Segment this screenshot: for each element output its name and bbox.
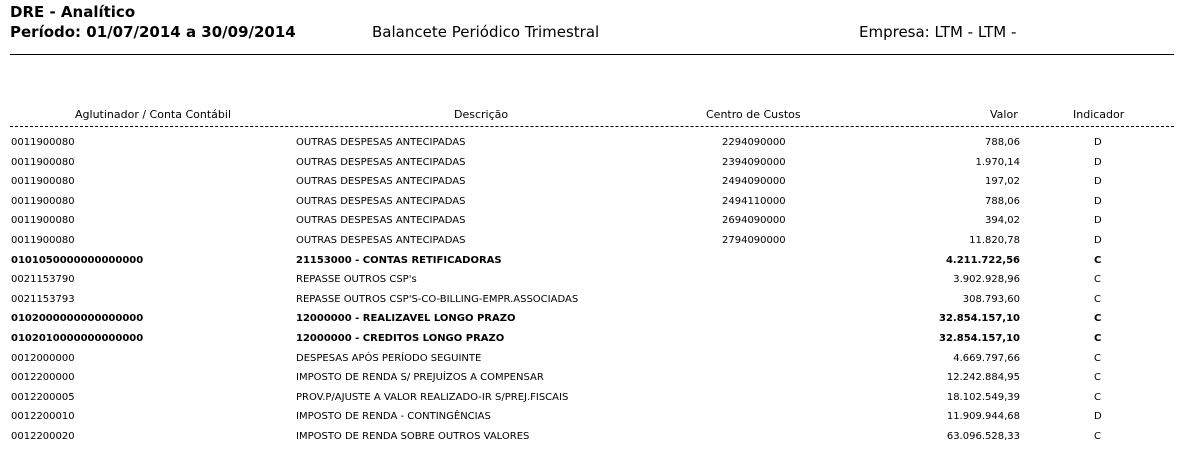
description-cell: OUTRAS DESPESAS ANTECIPADAS <box>296 156 466 168</box>
cost-center-cell: 2794090000 <box>722 235 786 246</box>
cost-center-cell: 2694090000 <box>722 215 786 227</box>
description-cell: IMPOSTO DE RENDA S/ PREJUÍZOS A COMPENSAR <box>296 372 544 384</box>
table-row <box>0 410 1182 430</box>
company-name: Empresa: LTM - LTM - <box>859 23 1017 41</box>
cost-center-cell: 2494090000 <box>722 176 786 188</box>
header-divider <box>10 54 1174 55</box>
indicator-cell: C <box>1094 274 1101 286</box>
table-row <box>0 312 1182 332</box>
description-cell: OUTRAS DESPESAS ANTECIPADAS <box>296 235 466 246</box>
table-row <box>0 371 1182 391</box>
indicator-cell: C <box>1094 352 1101 364</box>
value-cell: 12.242.884,95 <box>946 372 1020 384</box>
description-cell: IMPOSTO DE RENDA SOBRE OUTROS VALORES <box>296 431 530 442</box>
description-cell: REPASSE OUTROS CSP's <box>296 274 417 286</box>
value-cell: 308.793,60 <box>962 293 1020 305</box>
account-cell: 0011900080 <box>11 215 75 227</box>
table-row <box>0 175 1182 195</box>
table-row <box>0 430 1182 450</box>
value-cell: 63.096.528,33 <box>946 431 1020 442</box>
table-row <box>0 156 1182 176</box>
description-cell: OUTRAS DESPESAS ANTECIPADAS <box>296 176 466 188</box>
description-cell: PROV.P/AJUSTE A VALOR REALIZADO-IR S/PREJ.FISCAIS <box>296 391 569 403</box>
account-cell: 0012200005 <box>11 391 75 403</box>
account-cell: 0011900080 <box>11 156 75 168</box>
account-cell: 0012200000 <box>11 372 75 384</box>
column-header-account: Aglutinador / Conta Contábil <box>75 108 232 121</box>
table-row <box>0 136 1182 156</box>
value-cell: 197,02 <box>985 176 1020 188</box>
indicator-cell: D <box>1094 156 1102 168</box>
indicator-cell: D <box>1094 411 1102 423</box>
description-cell: 12000000 - CREDITOS LONGO PRAZO <box>296 333 505 344</box>
table-row <box>0 293 1182 313</box>
description-cell: 12000000 - REALIZAVEL LONGO PRAZO <box>296 313 516 325</box>
description-cell: 21153000 - CONTAS RETIFICADORAS <box>296 254 502 266</box>
cost-center-cell: 2394090000 <box>722 156 786 168</box>
account-cell: 0012200010 <box>11 411 75 423</box>
account-cell: 0012200020 <box>11 431 75 442</box>
description-cell: OUTRAS DESPESAS ANTECIPADAS <box>296 195 466 207</box>
account-cell: 0021153793 <box>11 293 75 305</box>
column-header-divider <box>10 126 1174 127</box>
indicator-cell: C <box>1094 372 1101 384</box>
value-cell: 4.211.722,56 <box>945 254 1020 266</box>
account-cell: 0021153790 <box>11 274 75 286</box>
account-cell: 0011900080 <box>11 176 75 188</box>
indicator-cell: C <box>1094 313 1102 325</box>
column-header-value: Valor <box>990 108 1018 121</box>
account-cell: 0011900080 <box>11 137 75 148</box>
value-cell: 18.102.549,39 <box>946 391 1020 403</box>
value-cell: 1.970,14 <box>975 156 1020 168</box>
description-cell: REPASSE OUTROS CSP'S-CO-BILLING-EMPR.ASSOCIADAS <box>296 293 579 305</box>
table-row <box>0 214 1182 234</box>
account-cell: 0011900080 <box>11 235 75 246</box>
report-title: DRE - Analítico <box>10 3 136 21</box>
report-name: Balancete Periódico Trimestral <box>372 23 600 41</box>
account-cell: 0011900080 <box>11 195 75 207</box>
value-cell: 4.669.797,66 <box>953 352 1020 364</box>
value-cell: 32.854.157,10 <box>939 333 1020 344</box>
indicator-cell: D <box>1094 215 1102 227</box>
value-cell: 3.902.928,96 <box>953 274 1020 286</box>
indicator-cell: C <box>1094 333 1102 344</box>
column-header-indicator: Indicador <box>1073 108 1125 121</box>
table-row <box>0 234 1182 254</box>
value-cell: 394,02 <box>985 215 1020 227</box>
table-row <box>0 391 1182 411</box>
value-cell: 788,06 <box>985 195 1020 207</box>
value-cell: 11.909.944,68 <box>946 411 1020 423</box>
account-cell: 0012000000 <box>11 352 75 364</box>
indicator-cell: D <box>1094 176 1102 188</box>
account-cell: 0101050000000000000 <box>11 254 144 266</box>
table-row <box>0 195 1182 215</box>
table-row <box>0 254 1182 274</box>
table-row <box>0 352 1182 372</box>
indicator-cell: C <box>1094 431 1101 442</box>
indicator-cell: D <box>1094 235 1102 246</box>
description-cell: DESPESAS APÓS PERÍODO SEGUINTE <box>296 352 482 364</box>
indicator-cell: C <box>1094 391 1101 403</box>
report-period: Período: 01/07/2014 a 30/09/2014 <box>10 23 296 41</box>
description-cell: OUTRAS DESPESAS ANTECIPADAS <box>296 215 466 227</box>
table-row <box>0 332 1182 352</box>
description-cell: IMPOSTO DE RENDA - CONTINGÊNCIAS <box>296 411 491 423</box>
cost-center-cell: 2294090000 <box>722 137 786 148</box>
column-header-cost-center: Centro de Custos <box>706 108 801 121</box>
indicator-cell: D <box>1094 195 1102 207</box>
account-cell: 0102000000000000000 <box>11 313 144 325</box>
value-cell: 11.820,78 <box>969 235 1020 246</box>
description-cell: OUTRAS DESPESAS ANTECIPADAS <box>296 137 466 148</box>
indicator-cell: C <box>1094 293 1101 305</box>
value-cell: 788,06 <box>985 137 1020 148</box>
column-header-description: Descrição <box>454 108 509 121</box>
cost-center-cell: 2494110000 <box>722 195 786 207</box>
indicator-cell: D <box>1094 137 1102 148</box>
indicator-cell: C <box>1094 254 1102 266</box>
account-cell: 0102010000000000000 <box>11 333 144 344</box>
value-cell: 32.854.157,10 <box>939 313 1020 325</box>
table-row <box>0 273 1182 293</box>
